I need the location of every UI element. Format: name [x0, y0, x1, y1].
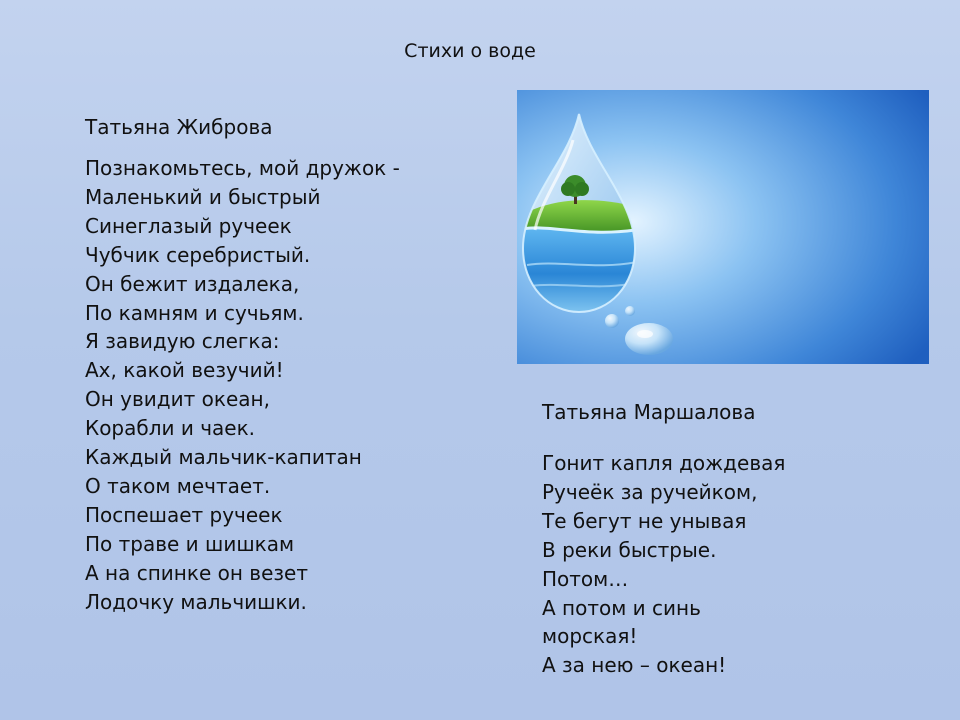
- poem-line: В реки быстрые.: [542, 537, 717, 562]
- poem-line: морская!: [542, 624, 638, 649]
- poem-line: Каждый мальчик-капитан: [85, 445, 362, 470]
- poem-line: Он увидит океан,: [85, 387, 270, 412]
- poem-line: Лодочку мальчишки.: [85, 589, 307, 614]
- poem-line: Потом…: [542, 566, 629, 591]
- poem-line: По траве и шишкам: [85, 531, 295, 556]
- poem-line: Он бежит издалека,: [85, 271, 300, 296]
- poem-line: Корабли и чаек.: [85, 416, 256, 441]
- poem-line: Ах, какой везучий!: [85, 358, 284, 383]
- poem-right-text: [542, 449, 785, 680]
- poem-line: А за нею – океан!: [542, 653, 727, 678]
- poem-right-author: Татьяна Маршалова: [542, 400, 756, 424]
- poem-line: Чубчик серебристый.: [85, 242, 311, 267]
- poem-line: А на спинке он везет: [85, 560, 308, 585]
- poem-line: О таком мечтает.: [85, 473, 271, 498]
- poem-line: Гонит капля дождевая: [542, 451, 786, 475]
- poem-line: Те бегут не унывая: [542, 508, 747, 533]
- poem-line: Синеглазый ручеек: [85, 213, 292, 238]
- poem-line: А потом и синь: [542, 595, 701, 620]
- poem-line: Поспешает ручеек: [85, 502, 283, 527]
- poem-line: Маленький и быстрый: [85, 184, 321, 209]
- poem-left-text: [85, 154, 400, 617]
- poem-line: Познакомьтесь, мой дружок -: [85, 156, 400, 180]
- poem-line: Ручеёк за ручейком,: [542, 479, 758, 504]
- poem-left-author: Татьяна Жиброва: [85, 115, 273, 139]
- poem-line: Я завидую слегка:: [85, 329, 280, 354]
- slide-title: Стихи о воде: [404, 40, 536, 62]
- water-drop-image: [517, 90, 929, 364]
- water-drop-with-tree-icon: [517, 90, 929, 364]
- poem-line: По камням и сучьям.: [85, 300, 304, 325]
